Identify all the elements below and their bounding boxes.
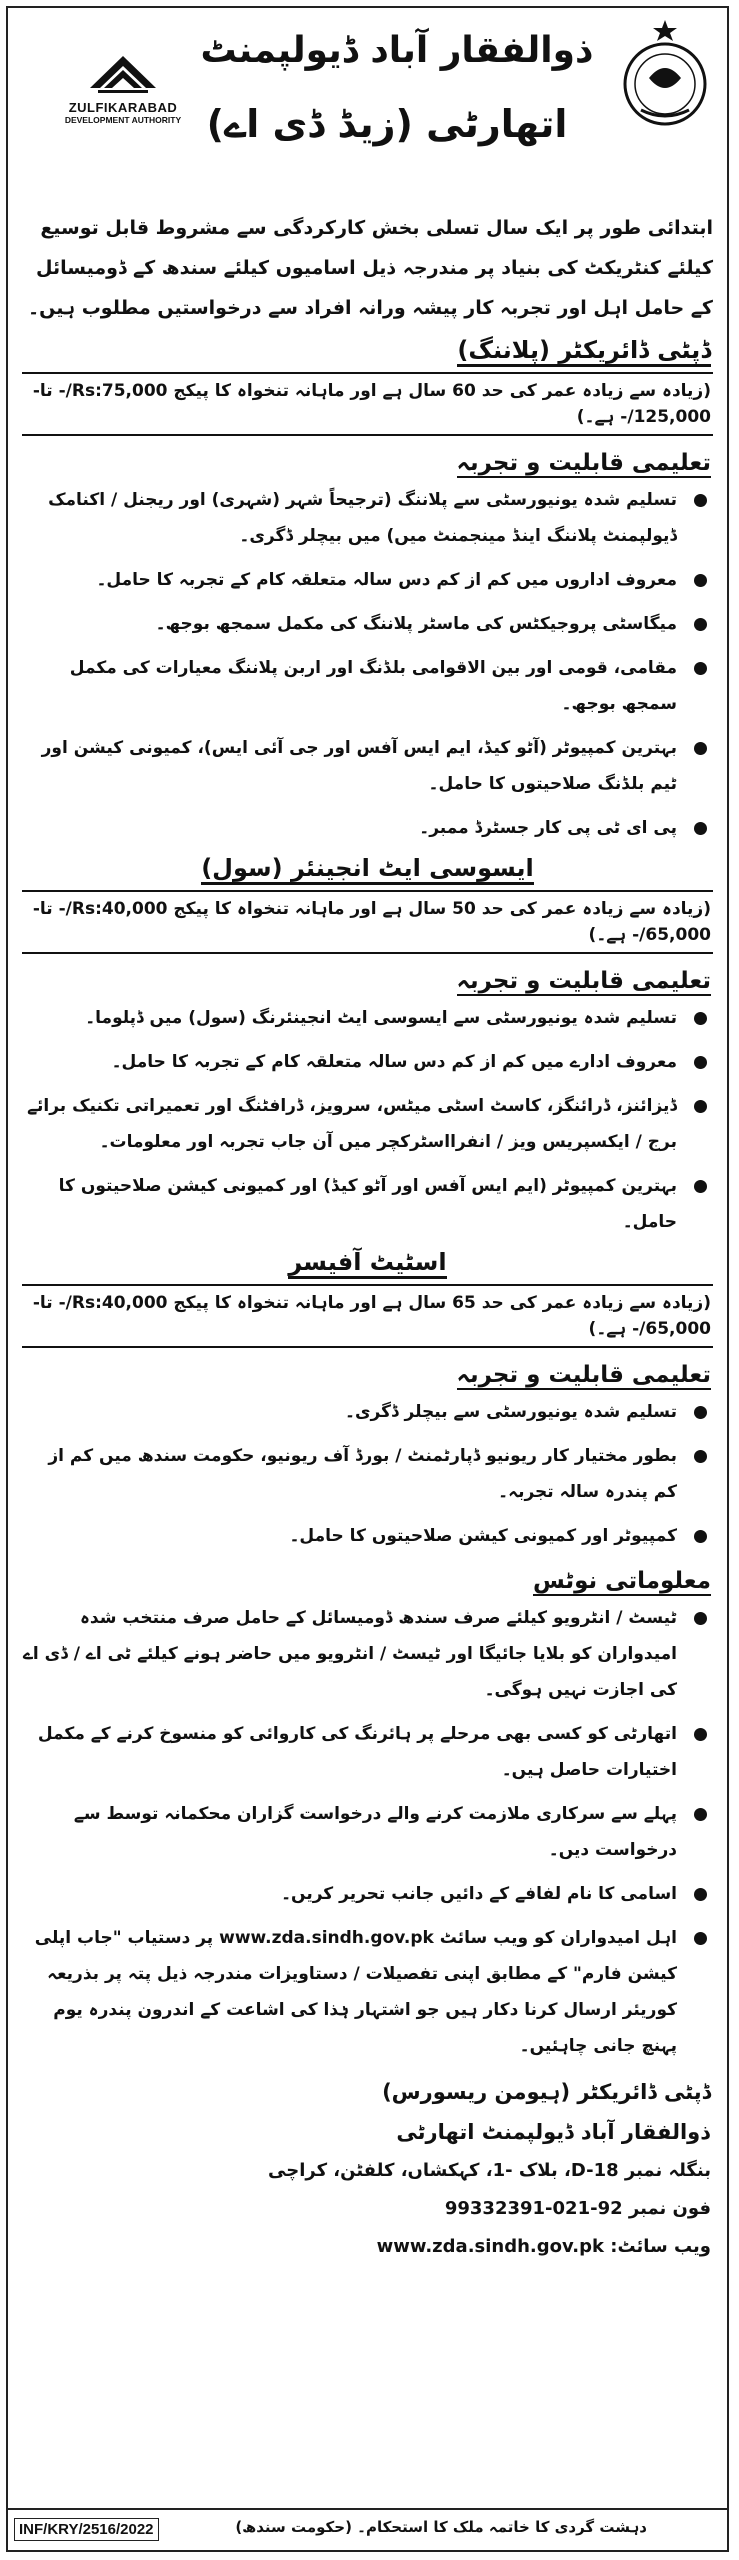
list-item: ڈیزائنز، ڈرائنگز، کاسٹ اسٹی میٹس، سرویز، ڈرافٹنگ اور تعمیراتی تکنیک برائے برج / ایکسپریس ویز / انفرااسٹرکچر میں آن جاب تجربہ اور معلومات۔ xyxy=(22,1088,711,1160)
sindh-emblem xyxy=(615,18,715,140)
list-item: بہترین کمپیوٹر (ایم ایس آفس اور آٹو کیڈ) اور کمیونی کیشن صلاحیتوں کا حامل۔ xyxy=(22,1168,711,1240)
list-item: معروف ادارے میں کم از کم دس سالہ متعلقہ کام کے تجربہ کا حامل۔ xyxy=(22,1044,711,1080)
position-block xyxy=(8,854,727,1240)
sindh-government-emblem-icon xyxy=(619,18,711,136)
website: ویب سائٹ: www.zda.sindh.gov.pk xyxy=(376,2236,711,2257)
notes-heading: معلوماتی نوٹس xyxy=(532,1568,711,1594)
list-item: تسلیم شدہ یونیورسٹی سے ایسوسی ایٹ انجینئرنگ (سول) میں ڈپلوما۔ xyxy=(22,1000,711,1036)
requirements-list xyxy=(8,482,727,846)
position-block xyxy=(8,336,727,846)
list-item: اسامی کا نام لفافے کے دائیں جانب تحریر کریں۔ xyxy=(22,1876,711,1912)
logo-name: ZULFIKARABAD xyxy=(68,100,178,115)
government-slogan: دہشت گردی کا خاتمہ ملک کا استحکام۔ (حکومت سندھ) xyxy=(235,2518,647,2536)
requirements-list xyxy=(8,1394,727,1554)
title-line-1: ذوالفقار آباد ڈیولپمنٹ xyxy=(200,30,594,71)
list-item: اہل امیدواران کو ویب سائٹ www.zda.sindh.gov.pk پر دستیاب "جاب اپلی کیشن فارم" کے مطابق اپنی تفصیلات / دستاویزات مندرجہ ذیل پتہ پر بذریعہ کوریئر ارسال کرنا دکار ہیں جو اشتہار ہٰذا کی اشاعت کے اندرون پندرہ یوم پہنچ جانی چاہئیں۔ xyxy=(22,1920,711,2064)
section-heading: تعلیمی قابلیت و تجربہ xyxy=(456,1362,711,1388)
list-item: کمپیوٹر اور کمیونی کیشن صلاحیتوں کا حامل۔ xyxy=(22,1518,711,1554)
logo-subtitle: DEVELOPMENT AUTHORITY xyxy=(64,115,182,125)
section-heading: تعلیمی قابلیت و تجربہ xyxy=(456,450,711,476)
salary-line: (زیادہ سے زیادہ عمر کی حد 50 سال ہے اور ماہانہ تنخواہ کا پیکج Rs:40,000/- تا- 65,000/- ہے۔) xyxy=(22,890,713,954)
reference-number: INF/KRY/2516/2022 xyxy=(14,2518,159,2541)
house-roof-logo-icon xyxy=(88,54,158,100)
list-item: مقامی، قومی اور بین الاقوامی بلڈنگ اور اربن پلاننگ معیارات کی مکمل سمجھ بوجھ۔ xyxy=(22,650,711,722)
position-title: ایسوسی ایٹ انجینئر (سول) xyxy=(24,854,711,882)
position-title: اسٹیٹ آفیسر xyxy=(24,1248,711,1276)
phone-number: فون نمبر 92-021-99332391 xyxy=(444,2198,711,2219)
section-heading: تعلیمی قابلیت و تجربہ xyxy=(456,968,711,994)
list-item: تسلیم شدہ یونیورسٹی سے پلاننگ (ترجیحاً شہر (شہری) اور ریجنل / اکنامک ڈیولپمنٹ پلاننگ اینڈ مینجمنٹ میں) میں بیچلر ڈگری۔ xyxy=(22,482,711,554)
list-item: بطور مختیار کار ریونیو ڈپارٹمنٹ / بورڈ آف ریونیو، حکومت سندھ میں کم از کم پندرہ سالہ تجربہ۔ xyxy=(22,1438,711,1510)
position-title: ڈپٹی ڈائریکٹر (پلاننگ) xyxy=(24,336,711,364)
list-item: تسلیم شدہ یونیورسٹی سے بیچلر ڈگری۔ xyxy=(22,1394,711,1430)
list-item: ٹیسٹ / انٹرویو کیلئے صرف سندھ ڈومیسائل کے حامل صرف منتخب شدہ امیدواران کو بلایا جائیگا اور ٹیسٹ / انٹرویو میں حاضر ہونے کیلئے ٹی اے / ڈی اے کی اجازت نہیں ہوگی۔ xyxy=(22,1600,711,1708)
salary-line: (زیادہ سے زیادہ عمر کی حد 60 سال ہے اور ماہانہ تنخواہ کا پیکج Rs:75,000/- تا- 125,000/- ہے۔) xyxy=(22,372,713,436)
list-item: پی ای ٹی پی کار جسٹرڈ ممبر۔ xyxy=(22,810,711,846)
signatory-designation: ڈپٹی ڈائریکٹر (ہیومن ریسورس) xyxy=(382,2080,711,2104)
list-item: معروف اداروں میں کم از کم دس سالہ متعلقہ کام کے تجربہ کا حامل۔ xyxy=(22,562,711,598)
footer-bar xyxy=(8,2508,727,2550)
notes-block xyxy=(8,1568,727,2064)
notes-list xyxy=(8,1600,727,2064)
zda-logo xyxy=(48,54,198,125)
title-line-2: اتھارٹی (زیڈ ڈی اے) xyxy=(206,102,568,146)
advertisement-page xyxy=(6,6,729,2552)
list-item: اتھارٹی کو کسی بھی مرحلے پر ہائرنگ کی کاروائی کو منسوخ کرنے کے مکمل اختیارات حاصل ہیں۔ xyxy=(22,1716,711,1788)
list-item: میگاسٹی پروجیکٹس کی ماسٹر پلاننگ کی مکمل سمجھ بوجھ۔ xyxy=(22,606,711,642)
requirements-list xyxy=(8,1000,727,1240)
signatory-organization: ذوالفقار آباد ڈیولپمنٹ اتھارٹی xyxy=(396,2120,711,2144)
salary-line: (زیادہ سے زیادہ عمر کی حد 65 سال ہے اور ماہانہ تنخواہ کا پیکج Rs:40,000/- تا- 65,000/- ہے۔) xyxy=(22,1284,713,1348)
position-block xyxy=(8,1248,727,1554)
header xyxy=(8,8,727,178)
list-item: پہلے سے سرکاری ملازمت کرنے والے درخواست گزاران محکمانہ توسط سے درخواست دیں۔ xyxy=(22,1796,711,1868)
intro-paragraph: ابتدائی طور پر ایک سال تسلی بخش کارکردگی سے مشروط قابل توسیع کیلئے کنٹریکٹ کی بنیاد پر مندرجہ ذیل اسامیوں کیلئے سندھ کے ڈومیسائل کے حامل اہل اور تجربہ کار پیشہ ورانہ افراد سے درخواستیں مطلوب ہیں۔ xyxy=(27,217,713,319)
address: بنگلہ نمبر D-18، بلاک -1، کہکشاں، کلفٹن، کراچی xyxy=(268,2160,711,2181)
signature-block xyxy=(24,2072,711,2266)
list-item: بہترین کمپیوٹر (آٹو کیڈ، ایم ایس آفس اور جی آئی ایس)، کمیونی کیشن اور ٹیم بلڈنگ صلاحیتوں کا حامل۔ xyxy=(22,730,711,802)
